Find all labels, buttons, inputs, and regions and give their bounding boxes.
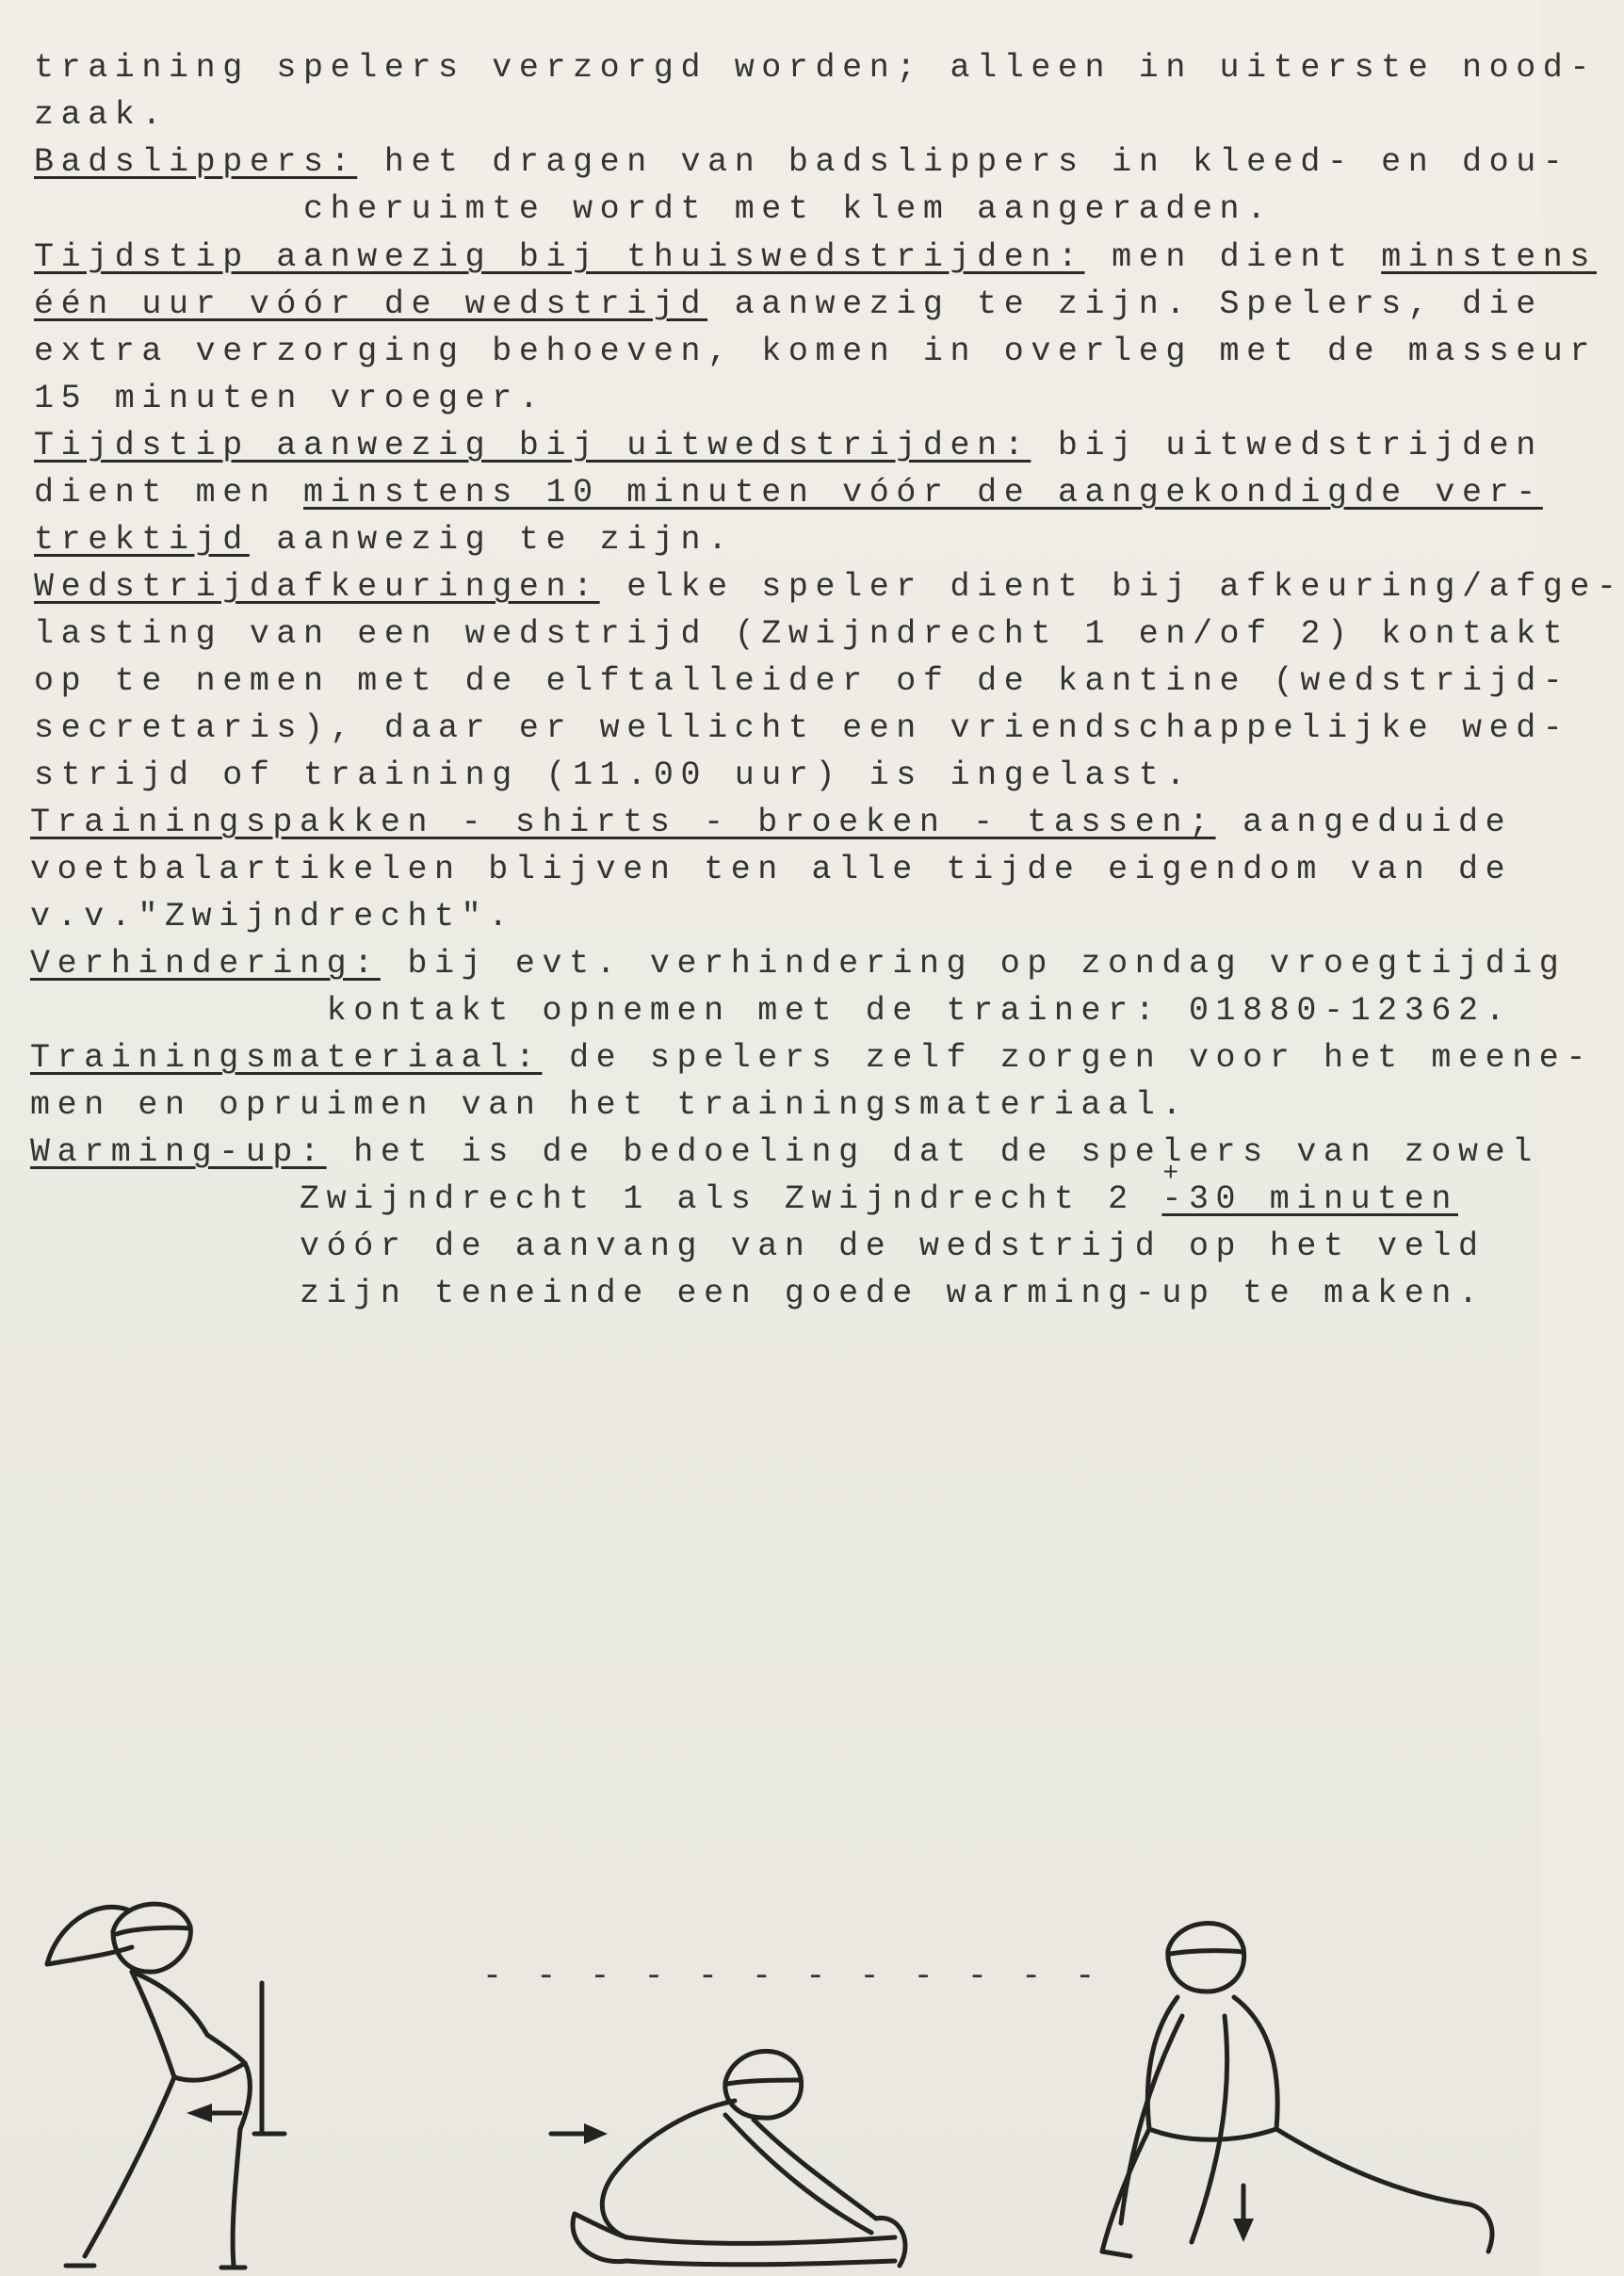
text-segment: het dragen van badslippers in kleed- en dou-: [357, 143, 1570, 181]
text-line: [34, 568, 1624, 606]
text-line: [34, 521, 735, 559]
text-segment: Zwijndrecht 1 als Zwijndrecht 2: [30, 1180, 1162, 1218]
wall-calf-stretch-figure: [19, 1861, 301, 2276]
text-line: [34, 756, 1193, 794]
text-line: [30, 945, 1566, 983]
text-segment: voetbalartikelen blijven ten alle tijde eigendom van de: [30, 851, 1513, 888]
text-segment: 15 minuten vroeger.: [34, 380, 546, 417]
text-segment: bij uitwedstrijden: [1031, 427, 1543, 464]
text-segment: vóór de aanvang van de wedstrijd op het veld: [30, 1227, 1486, 1265]
text-segment: zijn teneinde een goede warming-up te maken.: [30, 1275, 1486, 1312]
text-segment: aangeduide: [1215, 804, 1513, 841]
text-line: [30, 1227, 1486, 1265]
text-segment: zaak.: [34, 96, 170, 134]
text-segment: secretaris), daar er wellicht een vriendschappelijke wed-: [34, 709, 1570, 747]
underlined-heading: Tijdstip aanwezig bij uitwedstrijden:: [34, 427, 1031, 464]
underlined-heading: Wedstrijdafkeuringen:: [34, 568, 600, 606]
underlined-heading: één uur vóór de wedstrijd: [34, 285, 708, 323]
text-line: [30, 992, 1512, 1030]
text-segment: kontakt opnemen met de trainer: 01880-12362.: [30, 992, 1513, 1030]
underlined-heading: Trainingsmateriaal:: [30, 1039, 543, 1077]
text-line: [34, 380, 545, 417]
text-line: [30, 1275, 1486, 1312]
underlined-heading: minstens 10 minuten vóór de aangekondigde ver-: [303, 474, 1543, 512]
text-line: [30, 851, 1512, 888]
text-segment: lasting van een wedstrijd (Zwijndrecht 1 en/of 2) kontakt: [34, 615, 1570, 653]
text-segment: aanwezig te zijn. Spelers, die: [707, 285, 1543, 323]
text-segment: elke speler dient bij afkeuring/afge-: [599, 568, 1624, 606]
text-segment: extra verzorging behoeven, komen in overleg met de masseur: [34, 333, 1597, 370]
separator-dashes: - - - - - - - - - - - -: [482, 1958, 1102, 1995]
text-line: [34, 333, 1597, 370]
text-line: [34, 427, 1543, 464]
text-segment: dient men: [34, 474, 304, 512]
text-segment: de spelers zelf zorgen voor het meene-: [542, 1039, 1594, 1077]
text-segment: training spelers verzorgd worden; alleen in uiterste nood-: [34, 49, 1597, 87]
text-line: [30, 1086, 1189, 1124]
underlined-heading: minstens: [1381, 238, 1598, 276]
text-segment: het is de bedoeling dat de spelers van zowel: [326, 1133, 1539, 1171]
underlined-heading: Verhindering:: [30, 945, 381, 983]
text-line: [30, 1133, 1539, 1171]
text-line: [30, 804, 1512, 841]
underlined-heading: Trainingspakken - shirts - broeken - tassen;: [30, 804, 1216, 841]
underlined-heading: Warming-up:: [30, 1133, 327, 1171]
text-line: [34, 143, 1569, 181]
text-segment: v.v."Zwijndrecht".: [30, 898, 515, 935]
seated-hamstring-stretch-figure: [537, 2025, 933, 2276]
text-line: [34, 662, 1569, 700]
text-line: [34, 615, 1569, 653]
lunge-stretch-figure: [1093, 1912, 1507, 2276]
text-line: [34, 190, 1274, 228]
text-segment: bij evt. verhindering op zondag vroegtijdig: [380, 945, 1567, 983]
underlined-heading: Badslippers:: [34, 143, 358, 181]
text-line: [34, 709, 1569, 747]
text-line: [30, 1180, 1458, 1218]
underlined-heading: Tijdstip aanwezig bij thuiswedstrijden:: [34, 238, 1085, 276]
text-line: [34, 96, 169, 134]
text-segment: aanwezig te zijn.: [249, 521, 735, 559]
text-segment: cheruimte wordt met klem aangeraden.: [34, 190, 1274, 228]
text-line: [34, 285, 1543, 323]
text-line: [34, 49, 1597, 87]
text-line: [30, 898, 515, 935]
text-line: [30, 1039, 1593, 1077]
text-segment: men en opruimen van het trainingsmateriaal.: [30, 1086, 1189, 1124]
text-segment: op te nemen met de elftalleider of de kantine (wedstrijd-: [34, 662, 1570, 700]
text-segment: men dient: [1084, 238, 1382, 276]
text-line: [34, 474, 1543, 512]
text-line: [34, 238, 1597, 276]
underlined-heading: + -30 minuten: [1161, 1180, 1458, 1218]
text-segment: strijd of training (11.00 uur) is ingelast.: [34, 756, 1193, 794]
underlined-heading: trektijd: [34, 521, 250, 559]
